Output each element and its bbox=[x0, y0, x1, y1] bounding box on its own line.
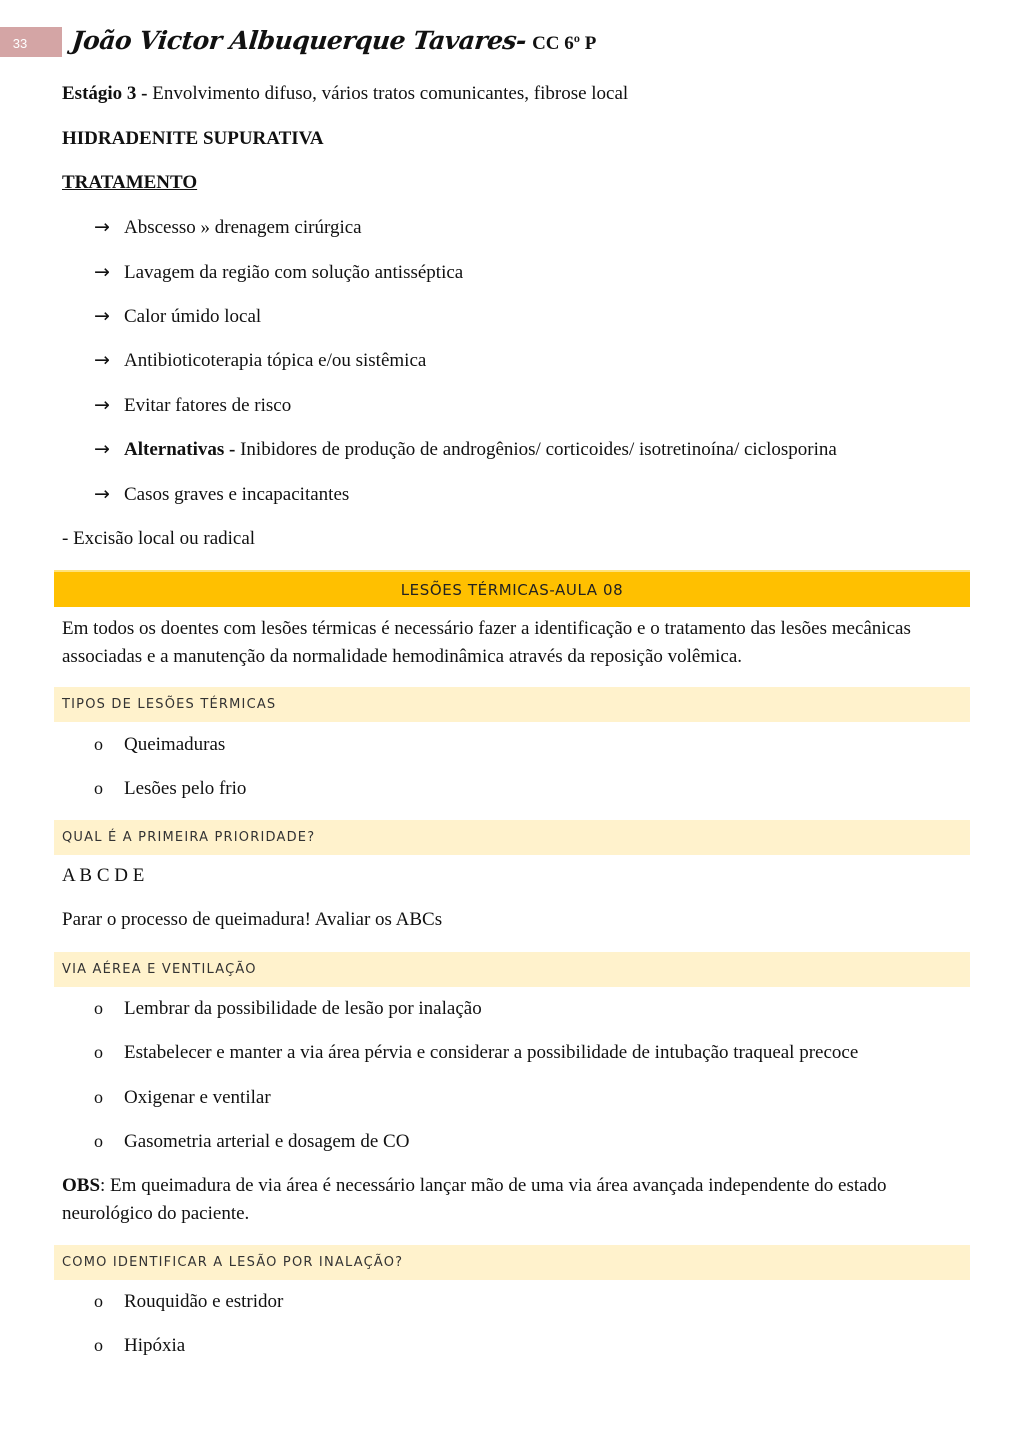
hollow-circle-bullet-icon: o bbox=[94, 1131, 103, 1151]
treatment-item bbox=[94, 346, 426, 375]
list-item bbox=[94, 1083, 271, 1112]
list-item bbox=[94, 774, 246, 803]
hollow-circle-bullet-icon: o bbox=[94, 734, 103, 754]
obs-paragraph bbox=[62, 1172, 962, 1228]
arrow-right-icon: → bbox=[94, 305, 110, 327]
treatment-item-text: Lavagem da região com solução antisséptica bbox=[124, 262, 464, 283]
list-item-text: Estabelecer e manter a via área pérvia e considerar a possibilidade de intubação traqueal precoce bbox=[124, 1042, 859, 1063]
arrow-right-icon: → bbox=[94, 261, 110, 283]
arrow-right-icon: → bbox=[94, 438, 110, 460]
hollow-circle-bullet-icon: o bbox=[94, 1042, 103, 1062]
stage-3-line bbox=[62, 80, 628, 108]
treatment-item bbox=[94, 391, 291, 420]
treatment-item bbox=[94, 213, 362, 242]
list-item bbox=[94, 994, 482, 1023]
section-header-inhalation: COMO IDENTIFICAR A LESÃO POR INALAÇÃO? bbox=[54, 1245, 970, 1280]
hollow-circle-bullet-icon: o bbox=[94, 1087, 103, 1107]
treatment-item bbox=[94, 302, 261, 331]
arrow-right-icon: → bbox=[94, 394, 110, 416]
list-item-text: Gasometria arterial e dosagem de CO bbox=[124, 1131, 410, 1152]
severe-cases-item bbox=[94, 480, 349, 509]
list-item bbox=[94, 1287, 283, 1316]
alternatives-label: Alternativas - bbox=[124, 439, 236, 460]
list-item-text: Lesões pelo frio bbox=[124, 778, 247, 799]
document-header bbox=[72, 26, 596, 55]
page-number: 33 bbox=[12, 36, 28, 51]
treatment-item bbox=[94, 258, 463, 287]
author-name: João Victor Albuquerque Tavares- bbox=[70, 26, 528, 55]
hollow-circle-bullet-icon: o bbox=[94, 1335, 103, 1355]
list-item bbox=[94, 1127, 409, 1156]
treatment-item-text: Calor úmido local bbox=[124, 306, 262, 327]
hollow-circle-bullet-icon: o bbox=[94, 998, 103, 1018]
list-item-text: Oxigenar e ventilar bbox=[124, 1087, 271, 1108]
section-header-types: TIPOS DE LESÕES TÉRMICAS bbox=[54, 687, 970, 722]
list-item bbox=[94, 1331, 185, 1360]
treatment-item-text: Abscesso » drenagem cirúrgica bbox=[124, 217, 362, 238]
list-item-text: Hipóxia bbox=[124, 1335, 186, 1356]
obs-text: : Em queimadura de via área é necessário lançar mão de uma via área avançada independente do estado neurológico do paciente. bbox=[62, 1175, 887, 1224]
obs-label: OBS bbox=[62, 1175, 101, 1196]
priority-text: Parar o processo de queimadura! Avaliar os ABCs bbox=[62, 909, 443, 930]
list-item-text: Rouquidão e estridor bbox=[124, 1291, 284, 1312]
arrow-right-icon: → bbox=[94, 216, 110, 238]
list-item-text: Lembrar da possibilidade de lesão por inalação bbox=[124, 998, 482, 1019]
chapter-banner: LESÕES TÉRMICAS-AULA 08 bbox=[54, 570, 970, 607]
alternatives-text: Inibidores de produção de androgênios/ corticoides/ isotretinoína/ ciclosporina bbox=[235, 439, 837, 460]
severe-cases-text: Casos graves e incapacitantes bbox=[124, 484, 350, 505]
arrow-right-icon: → bbox=[94, 349, 110, 371]
abcde-line: A B C D E bbox=[62, 865, 145, 886]
treatment-item-text: Antibioticoterapia tópica e/ou sistêmica bbox=[124, 350, 427, 371]
list-item bbox=[94, 730, 225, 759]
section-header-airway: VIA AÉREA E VENTILAÇÃO bbox=[54, 952, 970, 987]
list-item-text: Queimaduras bbox=[124, 734, 226, 755]
excision-line: - Excisão local ou radical bbox=[62, 528, 256, 549]
arrow-right-icon: → bbox=[94, 483, 110, 505]
class-label: CC 6º P bbox=[532, 33, 597, 54]
treatment-title: TRATAMENTO bbox=[62, 172, 198, 193]
section-header-priority: QUAL É A PRIMEIRA PRIORIDADE? bbox=[54, 820, 970, 855]
stage-3-text: Envolvimento difuso, vários tratos comunicantes, fibrose local bbox=[147, 83, 629, 104]
hollow-circle-bullet-icon: o bbox=[94, 778, 103, 798]
alternatives-item bbox=[94, 435, 837, 464]
page-number-tab bbox=[0, 27, 62, 57]
list-item bbox=[94, 1038, 858, 1067]
intro-paragraph: Em todos os doentes com lesões térmicas é necessário fazer a identificação e o tratamento das lesões mecânicas associadas e a manutenção da normalidade hemodinâmica através da reposição volêmica. bbox=[62, 618, 911, 667]
hidradenite-title: HIDRADENITE SUPURATIVA bbox=[62, 128, 324, 149]
treatment-item-text: Evitar fatores de risco bbox=[124, 395, 292, 416]
stage-3-label: Estágio 3 - bbox=[62, 83, 148, 104]
hollow-circle-bullet-icon: o bbox=[94, 1291, 103, 1311]
